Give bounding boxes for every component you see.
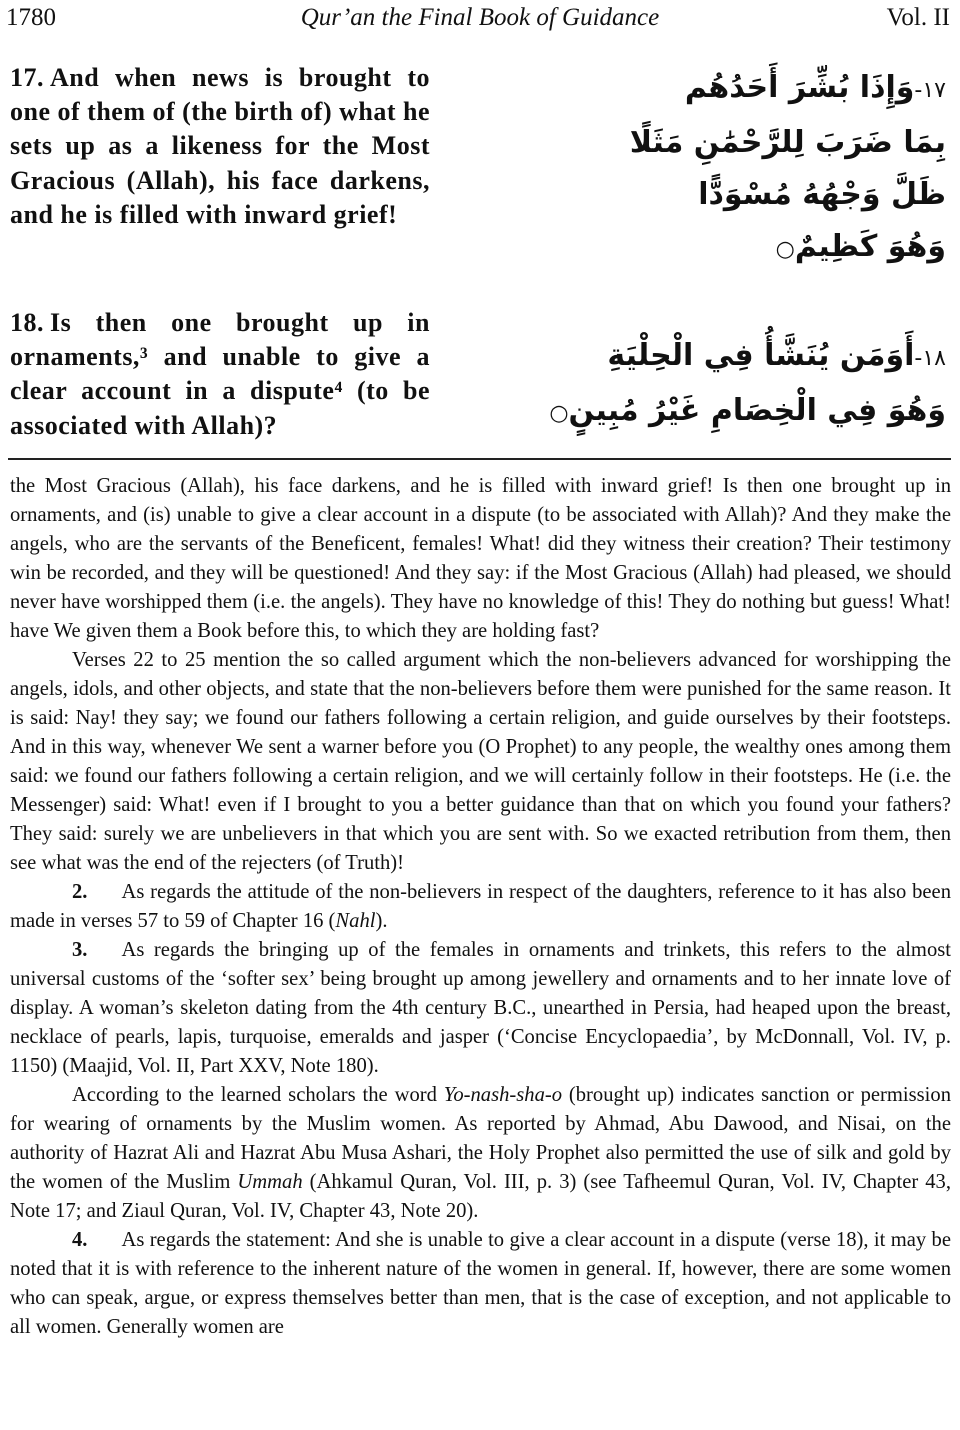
verse-text: And when news is brought to one of them of (the birth of) what he sets up as a likeness for the Most Gracious (Allah), his face darkens, and he is filled with inward grief! (10, 63, 431, 229)
verse-text: Is then one brought up in ornaments,³ and unable to give a clear account in a dispute⁴ (to be associated with Allah)? (10, 308, 430, 440)
page-header (0, 0, 960, 36)
commentary-paragraph: the Most Gracious (Allah), his face darkens, and he is filled with inward grief! Is then one brought up in ornaments, and (is) unable to give a clear account in a dispute (to be associated with Allah)? And they make the angels, who are the servants of the Beneficent, females! What! did they witness their creation? Their testimony win be recorded, and they will be questioned! And they say: if the Most Gracious (Allah) had pleased, we should never have worshipped them (i.e. the angels). They have no knowledge of this! They do nothing but guess! What! have We given them a Book before this, to which they are holding fast? (10, 475, 951, 642)
verse-17-translation (10, 61, 430, 232)
arabic-line: بِمَا ضَرَبَ لِلرَّحْمَٰنِ مَثَلًا (629, 125, 946, 160)
note-4: 4. As regards the statement: And she is unable to give a clear account in a dispute (verse 18), it may be noted that it is with reference to the inherent nature of the women in general. If, however, there are some women who can speak, argue, or express themselves better than men, that is the case of exception, and not applicable to all women. Generally women are (10, 1229, 951, 1338)
commentary-paragraph: According to the learned scholars the word Yo-nash-sha-o (brought up) indicates sanction or permission for wearing of ornaments by the Muslim women. As reported by Ahmad, Abu Dawood, and Nisai, on the authority of Hazrat Ali and Hazrat Abu Musa Ashari, the Holy Prophet also permitted the use of silk and gold by the women of the Muslim Ummah (Ahkamul Quran, Vol. III, p. 3) (see Tafheemul Quran, Vol. IV, Chapter 43, Note 17; and Ziaul Quran, Vol. IV, Chapter 43, Note 20). (10, 1084, 952, 1222)
verse-18-translation (10, 306, 430, 443)
arabic-line: وَهُوَ فِي الْخِصَامِ غَيْرُ مُبِينٍ○ (549, 393, 946, 428)
note-3: 3. As regards the bringing up of the females in ornaments and trinkets, this refers to the almost universal customs of the ‘softer sex’ being brought up among jewellery and ornaments and to her innate love of display. A woman’s skeleton dating from the 4th century B.C., unearthed in Persia, had heaped upon the breast, necklace of pearls, lapis, turquoise, emeralds and jasper (‘Concise Encyclopaedia’, by McDonnall, Vol. IV, p. 1150) (Maajid, Vol. II, Part XXV, Note 180). (10, 939, 951, 1077)
commentary (10, 472, 951, 1342)
arabic-verse-number: ١٨- (914, 346, 946, 371)
volume-label: Vol. II (886, 4, 950, 31)
arabic-line: وَهُوَ كَظِيمٌ○ (775, 229, 946, 264)
note-number: 2. (72, 881, 88, 903)
page-number: 1780 (6, 4, 56, 31)
verse-end-marker: ○ (775, 237, 795, 262)
verse-number: 18. (10, 308, 44, 337)
arabic-verse-number: ١٧- (914, 78, 946, 103)
arabic-line: ١٧-وَإِذَا بُشِّرَ أَحَدُهُم (684, 70, 946, 105)
verse-17-arabic (506, 62, 946, 276)
commentary-paragraph: Verses 22 to 25 mention the so called argument which the non-believers advanced for worshipping the angels, idols, and other objects, and state that the non-believers before them were punished for the same reason. It is said: Nay! they say; we found our fathers following a certain religion, and guide ourselves by their footsteps. And in this way, whenever We sent a warner before you (O Prophet) to any people, the wealthy ones among them said: we found our fathers following a certain religion, and we will certainly follow in their footsteps. He (i.e. the Messenger) said: What! even if I brought to you a better guidance than that on which you found your fathers? They said: surely we are unbelievers in that which you are sent with. So we exacted retribution from them, then see what was the end of the rejecters (of Truth)! (10, 649, 951, 874)
note-number: 4. (72, 1229, 88, 1251)
book-title: Qur’an the Final Book of Guidance (300, 4, 660, 31)
note-2: 2. As regards the attitude of the non-believers in respect of the daughters, reference to it has also been made in verses 57 to 59 of Chapter 16 (Nahl). (10, 881, 951, 932)
verse-number: 17. (10, 63, 44, 92)
verse-18-arabic (506, 330, 946, 440)
note-number: 3. (72, 939, 88, 961)
verse-end-marker: ○ (549, 401, 569, 426)
section-divider (8, 458, 951, 460)
arabic-line: ظَلَّ وَجْهُهُ مُسْوَدًّا (698, 177, 946, 212)
arabic-line: ١٨-أَوَمَن يُنَشَّأُ فِي الْحِلْيَةِ (607, 338, 946, 373)
